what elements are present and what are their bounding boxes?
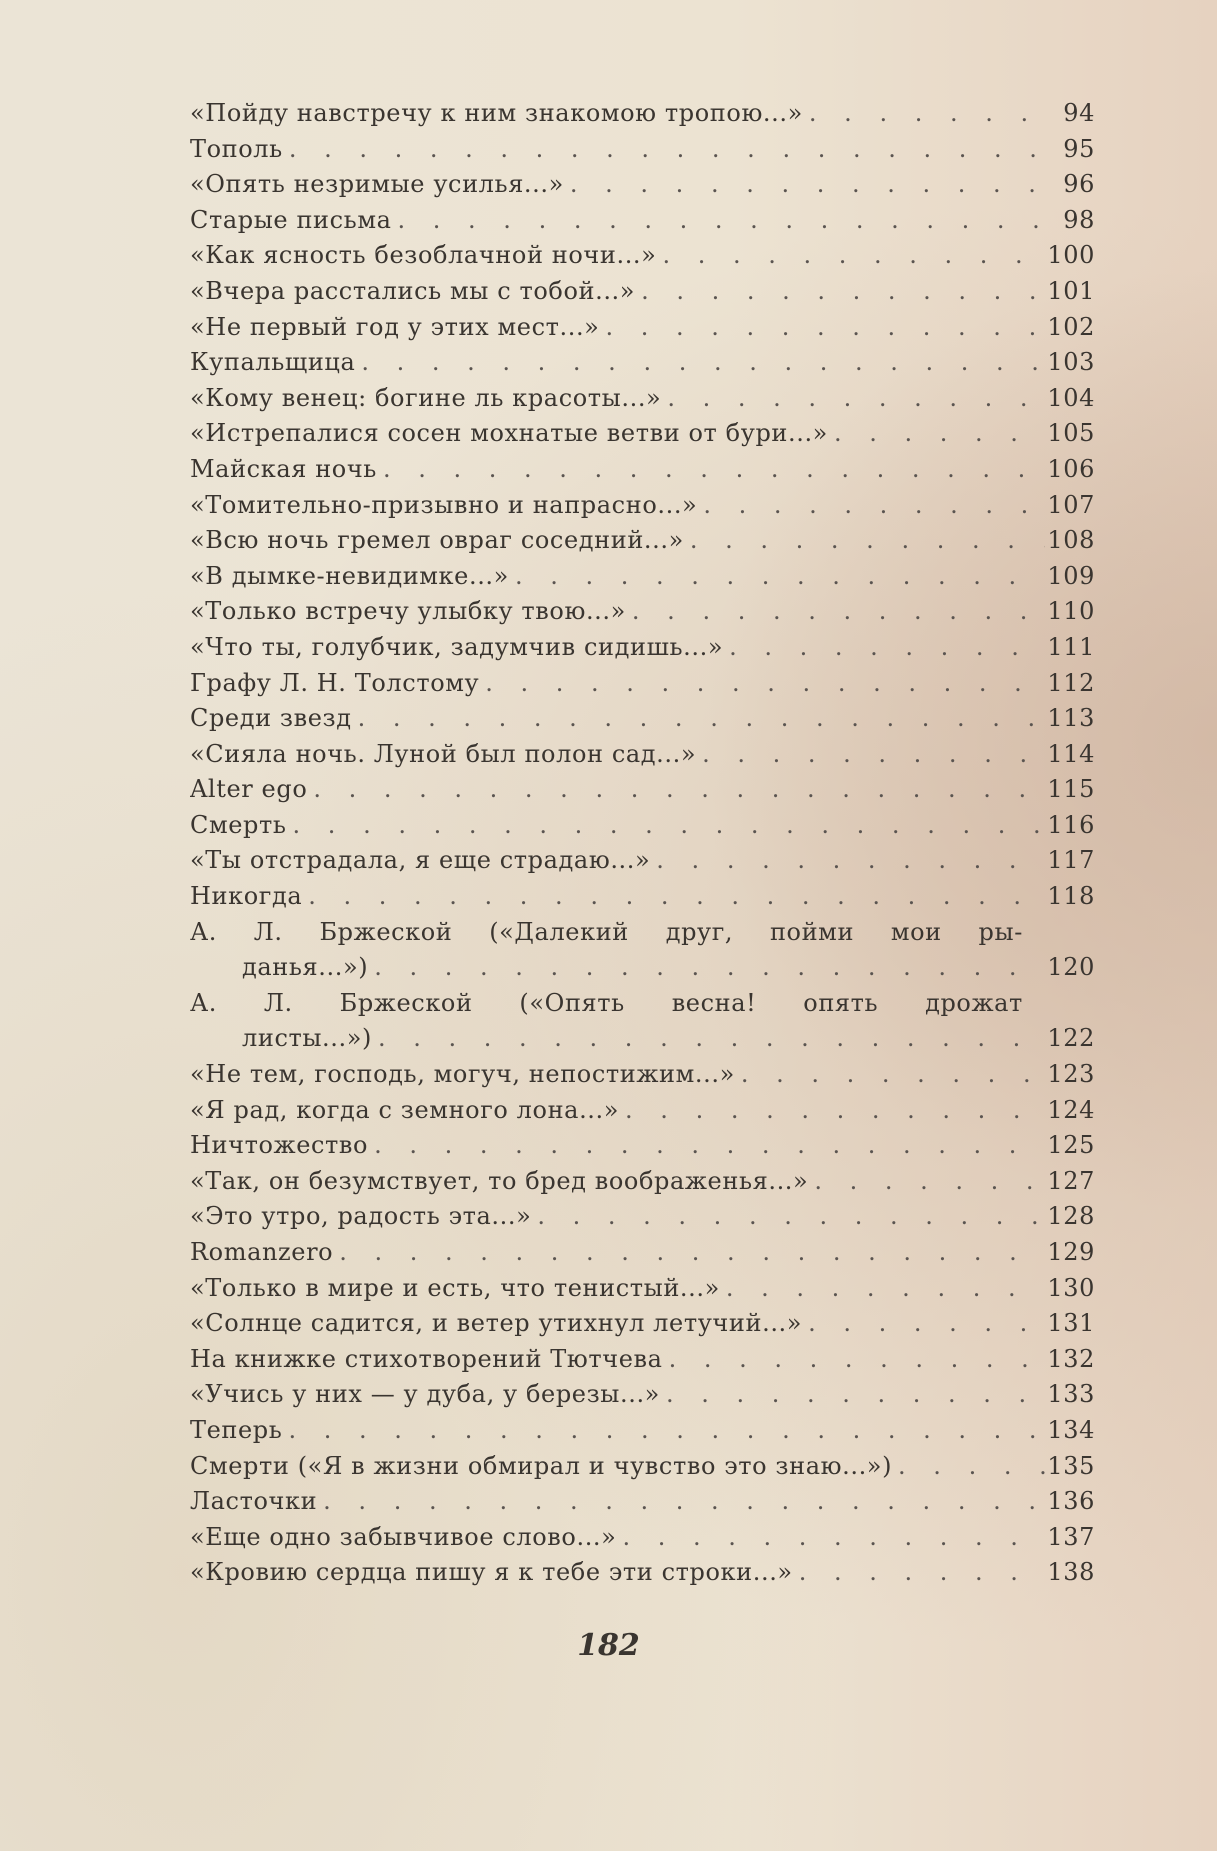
toc-entry [190,594,1095,630]
toc-entry-title: Смерти («Я в жизни обмирал и чувство это знаю...») [190,1451,893,1480]
toc-entry-page: 130 [1047,1273,1095,1302]
toc-entry-word: («Опять [519,988,625,1017]
toc-entry-page: 137 [1047,1522,1095,1551]
toc-entry-title: Ласточки [190,1487,318,1516]
toc-entry-title: Графу Л. Н. Толстому [190,668,480,697]
toc-entry-title: «Я рад, когда с земного лона...» [190,1095,620,1124]
toc-entry-page: 115 [1047,775,1095,804]
toc-entry-word: А. [190,988,218,1017]
toc-entry-word: опять [803,988,879,1017]
toc-entry-title-line [190,915,1095,951]
toc-entry-title: Romanzero [190,1238,334,1266]
toc-entry-title: Теперь [190,1415,283,1444]
leader-dots [307,772,1045,808]
toc-entry-word: друг, [665,917,734,946]
toc-entry-title: «Не тем, господь, могуч, непостижим...» [190,1060,735,1089]
toc-entry-word: пойми [769,917,855,946]
toc-entry [190,203,1095,239]
toc-entry-page: 120 [1047,953,1095,982]
toc-entry-page: 98 [1063,205,1095,234]
toc-entry-page: 138 [1047,1558,1095,1587]
toc-entry [190,381,1095,417]
leader-dots [368,950,1045,986]
toc-entry-page: 116 [1047,810,1095,839]
toc-entry-page: 111 [1047,632,1095,661]
toc-entry-page: 96 [1063,170,1095,199]
leader-dots [663,1342,1045,1378]
toc-entry-page: 136 [1047,1487,1095,1516]
leader-dots [333,1235,1045,1271]
toc-entry [190,1093,1095,1129]
leader-dots [661,381,1045,417]
toc-entry-page: 110 [1047,597,1095,626]
toc-entry [190,345,1095,381]
toc-entry [190,1235,1095,1271]
toc-entry-page: 109 [1047,561,1095,590]
leader-dots [626,594,1045,630]
toc-entry [190,96,1095,132]
leader-dots [509,559,1045,595]
toc-entry-word: А. [190,917,218,946]
toc-entry-word: дрожат [925,988,1023,1017]
toc-entry-title: «Так, он безумствует, то бред воображенья...» [190,1166,809,1195]
toc-entry-title: Никогда [190,882,303,911]
leader-dots [352,701,1045,737]
toc-entry [190,523,1095,559]
toc-entry-title: На книжке стихотворений Тютчева [190,1344,663,1373]
toc-entry [190,1342,1095,1378]
toc-entry-title: «Всю ночь гремел овраг соседний...» [190,526,684,555]
leader-dots [372,1021,1045,1057]
toc-entry [190,1520,1095,1556]
toc-entry [190,1413,1095,1449]
leader-dots [803,96,1045,132]
toc-entry-page: 102 [1047,312,1095,341]
toc-entry-title: Тополь [190,134,283,163]
toc-entry [190,416,1095,452]
toc-entry-word: ры- [978,917,1023,946]
toc-entry-title: «Кровию сердца пишу я к тебе эти строки...» [190,1558,793,1587]
toc-entry-title: «Это утро, радость эта...» [190,1202,532,1231]
leader-dots [697,488,1045,524]
leader-dots [302,879,1045,915]
table-of-contents [190,96,1095,1591]
toc-entry-title: «Только встречу улыбку твою...» [190,597,626,626]
leader-dots [793,1555,1045,1591]
toc-entry [190,1306,1095,1342]
toc-entry-page: 125 [1047,1131,1095,1160]
leader-dots [619,1093,1045,1129]
toc-entry [190,1555,1095,1591]
toc-entry-page: 127 [1047,1166,1095,1195]
toc-entry-title: «Ты отстрадала, я еще страдаю...» [190,846,651,875]
toc-entry [190,772,1095,808]
toc-entry-title: «В дымке-невидимке...» [190,561,509,590]
toc-entry-title: «Солнце садится, и ветер утихнул летучий...» [190,1309,803,1338]
toc-entry [190,1199,1095,1235]
toc-entry [190,879,1095,915]
leader-dots [802,1306,1045,1342]
toc-entry [190,986,1095,1057]
toc-entry-page: 128 [1047,1202,1095,1231]
toc-entry-word: Бржеской [319,917,453,946]
toc-entry [190,274,1095,310]
toc-entry-page: 129 [1047,1238,1095,1266]
toc-entry-title: Ничтожество [190,1131,369,1160]
toc-entry-page: 100 [1047,241,1095,270]
toc-entry-word: («Далекий [489,917,629,946]
leader-dots [317,1484,1045,1520]
leader-dots [282,1413,1045,1449]
toc-entry-title: «Еще одно забывчивое слово...» [190,1522,617,1551]
leader-dots [392,203,1045,239]
toc-entry-page: 117 [1047,846,1095,875]
toc-entry-page: 108 [1047,526,1095,555]
toc-entry-word: Бржеской [339,988,473,1017]
toc-entry-title: Старые письма [190,205,392,234]
toc-entry-word: Л. [263,988,293,1017]
toc-entry-title: листы...») [242,1024,372,1053]
leader-dots [635,274,1045,310]
toc-entry [190,310,1095,346]
toc-entry-word: Л. [253,917,283,946]
leader-dots [828,416,1045,452]
toc-entry-page: 101 [1047,276,1095,305]
leader-dots [720,1271,1045,1307]
toc-entry-page: 105 [1047,419,1095,448]
toc-entry-page: 95 [1063,134,1095,163]
toc-entry [190,1484,1095,1520]
toc-entry-page: 103 [1047,348,1095,377]
toc-entry [190,915,1095,986]
toc-entry [190,737,1095,773]
toc-entry-title: «Только в мире и есть, что тенистый...» [190,1273,720,1302]
toc-entry-page: 114 [1047,739,1095,768]
toc-entry-title: Купальщица [190,348,356,377]
leader-dots [660,1377,1045,1413]
toc-entry-page: 132 [1047,1344,1095,1373]
toc-entry-title: «Истрепалися сосен мохнатые ветви от бури...» [190,419,828,448]
leader-dots [599,310,1045,346]
toc-entry-title: «Опять незримые усилья...» [190,170,564,199]
toc-entry-page: 134 [1047,1415,1095,1444]
toc-entry [190,238,1095,274]
leader-dots [650,843,1045,879]
toc-entry [190,630,1095,666]
toc-entry-word: весна! [671,988,757,1017]
toc-entry-page: 122 [1047,1024,1095,1053]
toc-entry [190,167,1095,203]
toc-entry [190,1057,1095,1093]
toc-entry-page: 113 [1047,704,1095,733]
toc-entry-page: 106 [1047,454,1095,483]
toc-entry-title-line [190,1021,1095,1057]
leader-dots [616,1520,1045,1556]
leader-dots [723,630,1045,666]
toc-entry-word: мои [890,917,942,946]
toc-entry-title: Alter ego [190,775,308,804]
toc-entry [190,1449,1095,1485]
toc-entry-page: 133 [1047,1380,1095,1409]
toc-entry [190,488,1095,524]
toc-entry-title: «Учись у них — у дуба, у березы...» [190,1380,660,1409]
toc-entry [190,132,1095,168]
leader-dots [564,167,1045,203]
toc-entry [190,701,1095,737]
toc-entry-title: Майская ночь [190,454,377,483]
toc-entry-page: 123 [1047,1060,1095,1089]
toc-entry-title: «Кому венец: богине ль красоты...» [190,383,662,412]
toc-entry-title-line [190,950,1095,986]
leader-dots [892,1449,1045,1485]
toc-entry-page: 94 [1063,99,1095,127]
toc-entry-title: «Пойду навстречу к ним знакомою тропою...» [190,99,803,127]
toc-entry-page: 124 [1047,1095,1095,1124]
leader-dots [684,523,1045,559]
toc-entry-title: «Сияла ночь. Луной был полон сад...» [190,739,697,768]
leader-dots [368,1128,1045,1164]
toc-entry [190,1164,1095,1200]
toc-entry-title: «Не первый год у этих мест...» [190,312,600,341]
toc-entry-page: 107 [1047,490,1095,519]
leader-dots [355,345,1045,381]
toc-entry-page: 135 [1047,1451,1095,1480]
toc-entry-title: «Как ясность безоблачной ночи...» [190,241,657,270]
toc-entry-page: 131 [1047,1309,1095,1338]
leader-dots [283,132,1045,168]
toc-entry-page: 112 [1047,668,1095,697]
toc-entry [190,452,1095,488]
leader-dots [696,737,1045,773]
toc-entry [190,808,1095,844]
toc-entry-title: «Что ты, голубчик, задумчив сидишь...» [190,632,724,661]
toc-entry [190,559,1095,595]
toc-entry-title: Смерть [190,810,287,839]
page-number: 182 [577,1628,640,1663]
toc-entry-title: Среди звезд [190,704,352,733]
leader-dots [656,238,1045,274]
toc-entry-page: 104 [1047,383,1095,412]
toc-entry [190,1377,1095,1413]
toc-entry-page: 118 [1047,882,1095,911]
toc-entry [190,1128,1095,1164]
leader-dots [808,1164,1045,1200]
leader-dots [287,808,1045,844]
toc-entry-title: данья...») [242,953,369,982]
toc-entry-title: «Вчера расстались мы с тобой...» [190,276,636,305]
leader-dots [531,1199,1045,1235]
leader-dots [479,666,1045,702]
toc-entry [190,1271,1095,1307]
leader-dots [735,1057,1045,1093]
toc-entry-title: «Томительно-призывно и напрасно...» [190,490,698,519]
toc-entry-title-line [190,986,1095,1022]
leader-dots [377,452,1045,488]
toc-entry [190,666,1095,702]
toc-entry [190,843,1095,879]
